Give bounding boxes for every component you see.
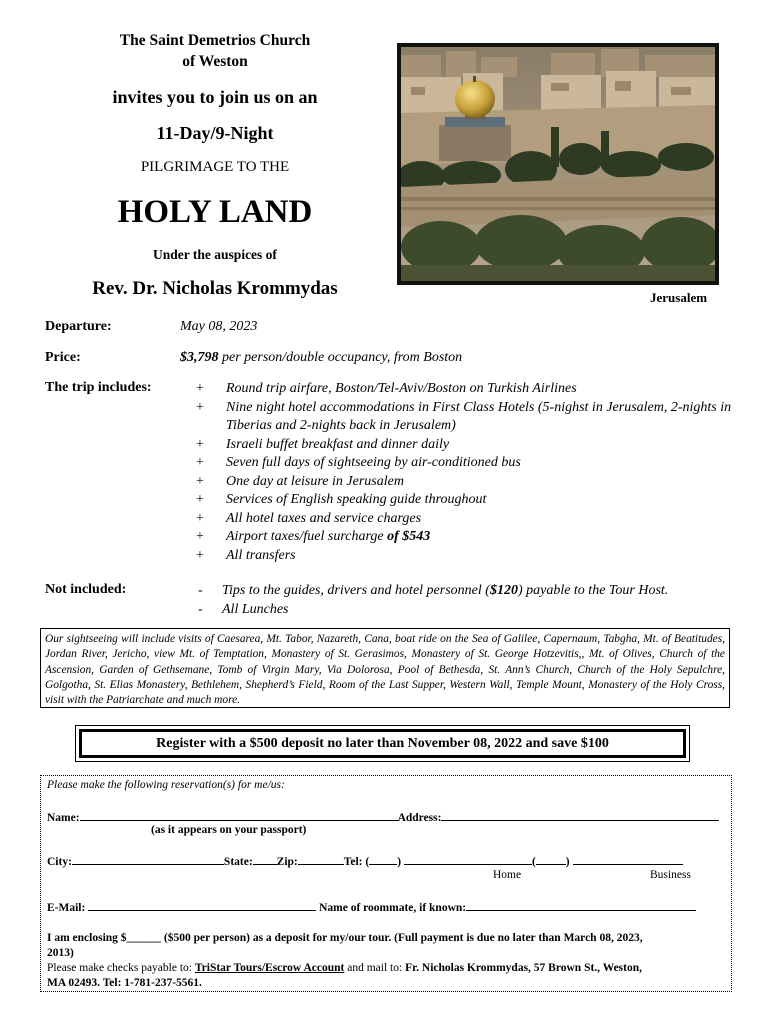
home-area-code-field[interactable] — [369, 854, 397, 865]
list-item: + All hotel taxes and service charges — [196, 510, 736, 529]
departure-value: May 08, 2023 — [180, 319, 258, 334]
city-field[interactable] — [72, 854, 224, 865]
jerusalem-photo — [397, 43, 719, 285]
list-marker: - — [198, 583, 203, 598]
payee-name: TriStar Tours/Escrow Account — [194, 962, 345, 974]
state-field[interactable] — [253, 854, 277, 865]
jerusalem-photo-image — [401, 47, 715, 281]
business-phone-field[interactable] — [573, 854, 683, 865]
business-label: Business — [650, 869, 691, 881]
list-item: - Tips to the guides, drivers and hotel personnel ($120) payable to the Tour Host. — [198, 582, 738, 601]
list-item: + Seven full days of sightseeing by air-conditioned bus — [196, 454, 736, 473]
list-item: + Nine night hotel accommodations in First Class Hotels (5-nighst in Jerusalem, 2-nights in Tiberias and 2-nights back in Jerusalem) — [196, 399, 736, 436]
list-marker: + — [196, 473, 204, 489]
auspices-line: Under the auspices of — [153, 247, 277, 262]
list-marker: + — [196, 547, 204, 563]
reservation-form — [40, 775, 732, 992]
church-name — [40, 30, 390, 72]
destination-title: HOLY LAND — [117, 194, 313, 230]
state-label: State: — [223, 856, 253, 868]
tel-label: Tel: ( — [343, 856, 370, 868]
list-item: + Israeli buffet breakfast and dinner daily — [196, 436, 736, 455]
list-item: + One day at leisure in Jerusalem — [196, 473, 736, 492]
invite-line: invites you to join us on an — [112, 87, 318, 107]
departure-label: Departure: — [45, 319, 112, 334]
list-marker: + — [196, 455, 204, 470]
name-field[interactable] — [80, 810, 398, 821]
includes-label: The trip includes: — [45, 380, 152, 395]
zip-label: Zip: — [276, 856, 298, 868]
price-amount: $3,798 — [180, 350, 219, 365]
form-intro: Please make the following reservation(s) for me/us: — [47, 779, 285, 791]
list-marker: + — [196, 510, 204, 526]
mail-address: Fr. Nicholas Krommydas, 57 Brown St., Weston, — [405, 962, 643, 974]
surcharge-amount: of $543 — [387, 529, 431, 544]
list-item: + Round trip airfare, Boston/Tel-Aviv/Boston on Turkish Airlines — [196, 380, 736, 399]
list-item: + All transfers — [196, 547, 736, 566]
zip-field[interactable] — [298, 854, 344, 865]
includes-list — [196, 380, 736, 565]
list-marker: + — [196, 381, 204, 396]
list-item: + Services of English speaking guide throughout — [196, 491, 736, 510]
passport-note: (as it appears on your passport) — [151, 824, 307, 836]
roommate-field[interactable] — [466, 900, 696, 911]
list-marker: + — [196, 492, 204, 507]
address-field[interactable] — [441, 810, 719, 821]
email-line — [47, 900, 696, 914]
email-label: E-Mail: — [47, 902, 86, 914]
church-name-line2: of Weston — [182, 53, 248, 70]
home-phone-field[interactable] — [404, 854, 532, 865]
list-marker: + — [196, 436, 204, 452]
home-label: Home — [493, 869, 522, 881]
price-value — [180, 350, 462, 366]
duration-line: 11-Day/9-Night — [156, 123, 274, 143]
church-name-line1: The Saint Demetrios Church — [119, 32, 311, 49]
address-label: Address: — [397, 812, 442, 824]
city-line: City: State: Zip: Tel: ( ) ( ) — [47, 854, 683, 868]
sightseeing-box: Our sightseeing will include visits of Caesarea, Mt. Tabor, Nazareth, Cana, boat ride on the Sea of Galilee, Capernaum, Tabgha, Mt. of Beatitudes, Jordan River, Jericho, view Mt. of Temptation, Monastery of St. Gerasimos, Monastery of St. George Hotzevitis,, Mt. of Olives, Church of the Ascension, Garden of Gethsemane, Tomb of Virgin Mary, Via Dolorosa, Pool of Bethesda, St. Ann’s Church, Church of the Holy Sepulchre, Golgotha, St. Elias Monastery, Bethlehem, Shepherd’s Field, Room of the Last Supper, Western Wall, Temple Mount, Monastery of the Holy Cross, visit with the Patriarchate and much more. — [40, 628, 730, 708]
enclosing-line2: 2013) — [47, 947, 74, 959]
pilgrimage-line: PILGRIMAGE TO THE — [140, 159, 290, 175]
host-name: Rev. Dr. Nicholas Krommydas — [92, 278, 338, 299]
list-marker: + — [196, 529, 204, 544]
list-item: + Airport taxes/fuel surcharge of $543 — [196, 528, 736, 547]
not-included-label: Not included: — [45, 582, 127, 597]
name-address-line — [47, 810, 719, 824]
mail-address-line2: MA 02493. Tel: 1-781-237-5561. — [47, 977, 202, 989]
price-label: Price: — [45, 350, 81, 365]
list-item: - All Lunches — [198, 601, 738, 620]
business-area-code-field[interactable] — [536, 854, 566, 865]
name-label: Name: — [47, 812, 80, 824]
list-marker: + — [196, 399, 204, 415]
register-banner — [75, 725, 690, 762]
enclosing-line1: I am enclosing $______ ($500 per person) as a deposit for my/our tour. (Full payment is due no later than March 08, 2023, — [47, 932, 643, 944]
price-detail: per person/double occupancy, from Boston — [218, 350, 463, 365]
list-marker: - — [198, 601, 203, 617]
photo-caption: Jerusalem — [650, 290, 708, 305]
roommate-label: Name of roommate, if known: — [319, 902, 467, 914]
checks-line: Please make checks payable to: TriStar Tours/Escrow Account and mail to: Fr. Nicholas Krommydas, 57 Brown St., Weston, — [47, 962, 643, 974]
register-text: Register with a $500 deposit no later than November 08, 2022 and save $100 — [79, 729, 686, 758]
email-field[interactable] — [88, 900, 316, 911]
not-included-list — [198, 582, 738, 619]
city-label: City: — [47, 856, 72, 868]
